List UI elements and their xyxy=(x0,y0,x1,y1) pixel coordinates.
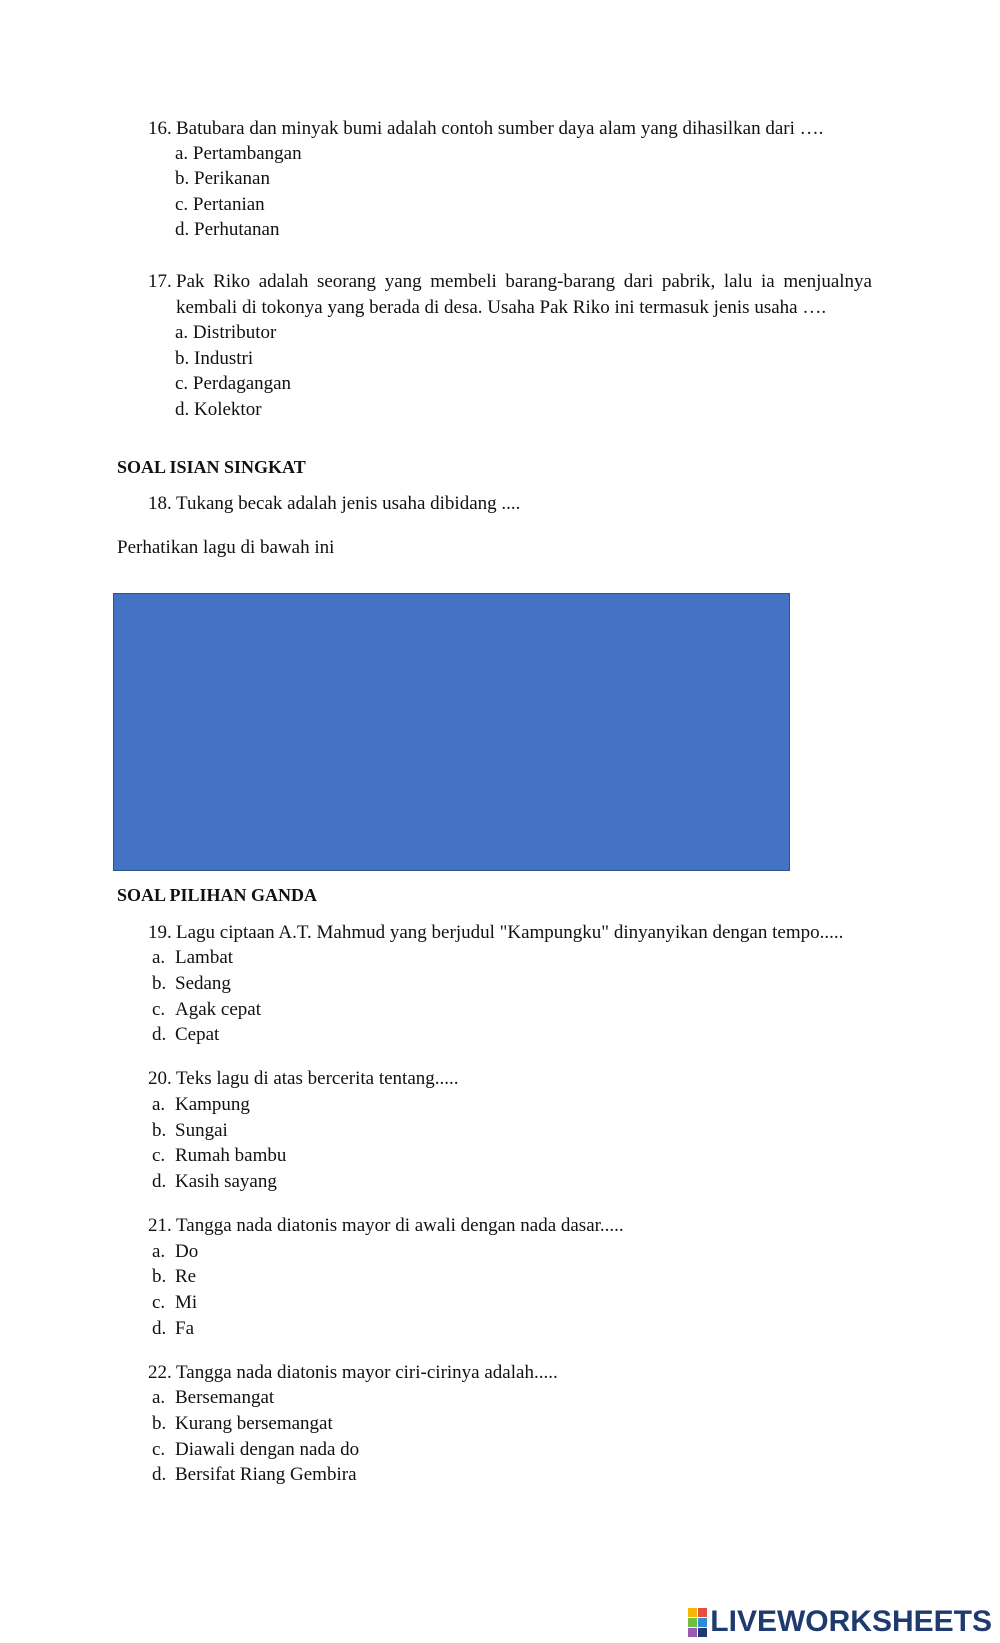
option-20c[interactable] xyxy=(152,1143,286,1169)
question-17 xyxy=(148,269,872,321)
question-text-line1: Pak Riko adalah seorang yang membeli barang-barang dari pabrik, lalu ia menjualnya xyxy=(176,271,872,292)
option-letter: a. xyxy=(152,947,166,968)
option-21b[interactable] xyxy=(152,1264,196,1290)
option-text: Kurang bersemangat xyxy=(175,1413,333,1434)
question-number: 18. xyxy=(148,493,172,514)
option-letter: b. xyxy=(152,1266,167,1287)
option-letter: c. xyxy=(152,1439,166,1460)
option-16d[interactable]: d. Perhutanan xyxy=(175,219,280,240)
option-letter: b. xyxy=(152,1120,167,1141)
question-text: Tangga nada diatonis mayor ciri-cirinya adalah..... xyxy=(176,1362,558,1383)
logo-square xyxy=(688,1618,697,1627)
option-text: Bersemangat xyxy=(175,1387,275,1408)
option-16c[interactable]: c. Pertanian xyxy=(175,194,265,215)
question-16 xyxy=(148,116,868,142)
question-number: 21. xyxy=(148,1215,172,1236)
option-letter: c. xyxy=(152,1292,166,1313)
option-16b[interactable]: b. Perikanan xyxy=(175,168,270,189)
song-media-embed[interactable] xyxy=(113,593,790,871)
liveworksheets-logo xyxy=(688,1605,992,1639)
option-20b[interactable] xyxy=(152,1118,228,1144)
question-21 xyxy=(148,1213,868,1239)
question-18 xyxy=(148,491,868,517)
question-text: Batubara dan minyak bumi adalah contoh sumber daya alam yang dihasilkan dari …. xyxy=(176,118,824,139)
option-text: Fa xyxy=(175,1318,194,1339)
logo-square xyxy=(698,1618,707,1627)
option-letter: b. xyxy=(152,973,167,994)
option-letter: d. xyxy=(152,1318,167,1339)
option-20d[interactable] xyxy=(152,1169,277,1195)
song-intro-text: Perhatikan lagu di bawah ini xyxy=(117,537,335,558)
option-text: Rumah bambu xyxy=(175,1145,287,1166)
section-heading-pilihan: SOAL PILIHAN GANDA xyxy=(117,885,318,905)
option-text: Sungai xyxy=(175,1120,228,1141)
option-letter: d. xyxy=(152,1171,167,1192)
option-19c[interactable] xyxy=(152,997,261,1023)
option-text: Lambat xyxy=(175,947,234,968)
option-letter: d. xyxy=(152,1464,167,1485)
option-letter: b. xyxy=(152,1413,167,1434)
option-19a[interactable] xyxy=(152,945,233,971)
option-22c[interactable] xyxy=(152,1437,359,1463)
option-letter: a. xyxy=(152,1387,166,1408)
question-text: Tangga nada diatonis mayor di awali dengan nada dasar..... xyxy=(176,1215,624,1236)
question-number: 20. xyxy=(148,1068,172,1089)
option-letter: c. xyxy=(152,1145,166,1166)
option-text: Sedang xyxy=(175,973,231,994)
logo-square xyxy=(698,1628,707,1637)
logo-mark-icon xyxy=(688,1608,707,1637)
option-21c[interactable] xyxy=(152,1290,197,1316)
option-text: Kasih sayang xyxy=(175,1171,277,1192)
question-text: Lagu ciptaan A.T. Mahmud yang berjudul "Kampungku" dinyanyikan dengan tempo..... xyxy=(176,922,844,943)
question-22 xyxy=(148,1360,868,1386)
option-letter: c. xyxy=(152,999,166,1020)
option-17b[interactable]: b. Industri xyxy=(175,348,254,369)
option-17d[interactable]: d. Kolektor xyxy=(175,399,262,420)
logo-text: LIVEWORKSHEETS xyxy=(710,1605,992,1638)
option-21a[interactable] xyxy=(152,1239,198,1265)
option-text: Mi xyxy=(175,1292,198,1313)
option-20a[interactable] xyxy=(152,1092,250,1118)
option-17a[interactable]: a. Distributor xyxy=(175,322,277,343)
option-16a[interactable]: a. Pertambangan xyxy=(175,143,302,164)
option-22d[interactable] xyxy=(152,1462,357,1488)
logo-square xyxy=(688,1628,697,1637)
question-text-line2: kembali di tokonya yang berada di desa. Usaha Pak Riko ini termasuk jenis usaha …. xyxy=(176,297,827,318)
option-17c[interactable]: c. Perdagangan xyxy=(175,373,292,394)
option-letter: a. xyxy=(152,1241,166,1262)
question-number: 19. xyxy=(148,922,172,943)
option-22a[interactable] xyxy=(152,1385,274,1411)
question-20 xyxy=(148,1066,868,1092)
option-text: Diawali dengan nada do xyxy=(175,1439,360,1460)
question-number: 16. xyxy=(148,118,172,139)
question-text: Tukang becak adalah jenis usaha dibidang .... xyxy=(176,493,521,514)
option-19b[interactable] xyxy=(152,971,231,997)
option-text: Agak cepat xyxy=(175,999,261,1020)
question-number: 22. xyxy=(148,1362,172,1383)
section-heading-isian: SOAL ISIAN SINGKAT xyxy=(117,457,306,477)
option-21d[interactable] xyxy=(152,1316,194,1342)
option-text: Do xyxy=(175,1241,199,1262)
option-text: Kampung xyxy=(175,1094,250,1115)
option-22b[interactable] xyxy=(152,1411,333,1437)
option-letter: d. xyxy=(152,1024,167,1045)
question-text: Teks lagu di atas bercerita tentang..... xyxy=(176,1068,459,1089)
question-number: 17. xyxy=(148,271,172,292)
option-text: Bersifat Riang Gembira xyxy=(175,1464,357,1485)
option-text: Cepat xyxy=(175,1024,220,1045)
question-19 xyxy=(148,920,868,946)
logo-square xyxy=(698,1608,707,1617)
option-letter: a. xyxy=(152,1094,166,1115)
option-19d[interactable] xyxy=(152,1022,219,1048)
option-text: Re xyxy=(175,1266,197,1287)
logo-square xyxy=(688,1608,697,1617)
